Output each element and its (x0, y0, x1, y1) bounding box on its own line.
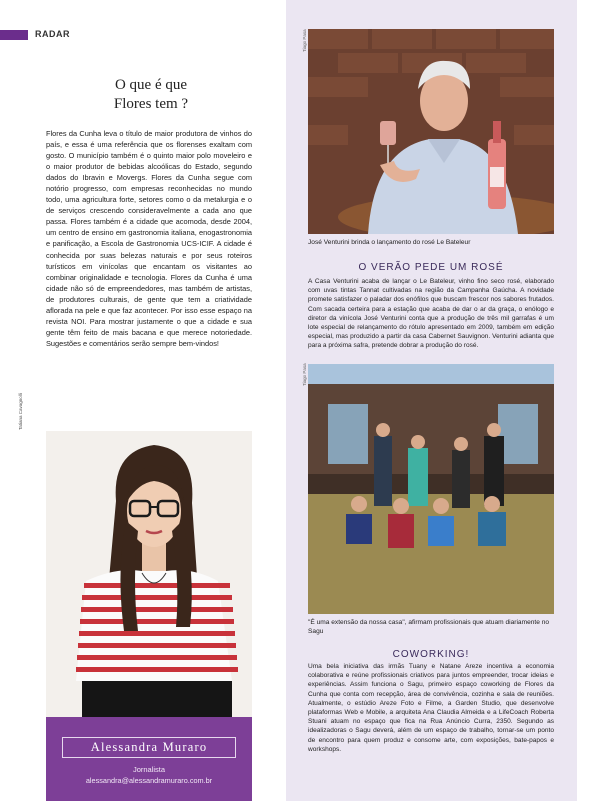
sagu-group-photo-illustration (308, 364, 554, 614)
portrait-photo-credit: Tatiana Cavagnolli (18, 393, 23, 430)
section2-title: COWORKING! (392, 649, 470, 660)
author-profile-box (46, 717, 252, 801)
author-portrait-illustration (46, 431, 252, 717)
editorial-title (60, 76, 242, 114)
photo2-caption: "É uma extensão da nossa casa", afirmam profissionais que atuam diariamente no Sagu (308, 619, 550, 635)
author-email[interactable]: alessandra@alessandramuraro.com.br (85, 776, 213, 785)
section2-text: Uma bela iniciativa das irmãs Tuany e Natane Areze incentiva a economia colaborativa e reúne profissionais criativos para juntos empreender, trocar ideias e experiências. Assim funciona o Sagu, primeiro espaço coworking de Flores da Cunha que conta com recepção, área de convivência, cozinha e sala de reuniões. Atualmente, o estúdio Areze Foto e Filme, a Garden Studio, que desenvolve plataformas Web e Mobile, a arquiteta Ana Claudia Almeida e a LifeCoach Roberta Stuani atuam no espaço que fica na Rua Anúncio Curra, 2350. Segundo as idealizadoras o Sagu deverá, além de um espaço de trabalho, tornar-se um ponto de encontro para quem produz e consome arte, com exposições, bate-papos e workshops. (308, 663, 554, 753)
section1-title: O VERÃO PEDE UM ROSÉ (358, 262, 504, 273)
author-portrait-photo (46, 431, 252, 717)
photo2-credit: Tiago Pasa (302, 363, 307, 386)
editorial-title-line-2: Flores tem ? (113, 96, 189, 112)
author-role: Jornalista (132, 765, 166, 774)
author-name: Alessandra Muraro (62, 737, 236, 758)
editorial-body: Flores da Cunha leva o título de maior produtora de vinhos do país, e essa é uma referência que os florenses exaltam com gosto. O município também é o quinto maior polo moveleiro e o maior produtor de bebidas alcoólicas do Estado, segundo dados do Ibravin e Movergs. Flores da Cunha segue com notório progresso, com empresas reconhecidas no mundo todo, uma agricultura forte, setores como o da metalurgia e o de serviços crescendo consideravelmente a cada ano que passa. Flores também é a cidade que acomoda, desde 2004, um centro de ensino em gastronomia italiana, enogastronomia e panificação, a Escola de Gastronomia UCS-ICIF. A cidade é conhecida por suas belezas naturais e por seus roteiros turísticos em vinícolas que encantam os visitantes ao combinar originalidade e tecnologia. Flores da Cunha é uma cidade não só de empreendedores, mas também de artistas, de produtores culturais, de gente que tem a criatividade aflorada na pele e que faz acontecer. Por isso esse espaço na revista NOI. Para mostrar justamente o que a cidade e sua gente têm feito de mais bacana e que merece notoriedade. Sugestões e comentários serão sempre bem-vindos! (46, 129, 252, 348)
section-accent-bar (0, 30, 28, 40)
section-label: RADAR (35, 29, 70, 39)
venturini-photo (308, 29, 554, 234)
venturini-photo-illustration (308, 29, 554, 234)
sagu-group-photo (308, 364, 554, 614)
photo1-caption: José Venturini brinda o lançamento do rosé Le Bateleur (308, 239, 471, 246)
editorial-title-line-1: O que é que (114, 77, 188, 93)
photo1-credit: Tiago Pasa (302, 29, 307, 52)
section1-text: A Casa Venturini acaba de lançar o Le Bateleur, vinho fino seco rosé, elaborado com uvas tintas Tannat cultivadas na região da Campanha Gaúcha. A novidade promete satisfazer o paladar dos enófilos que buscam frescor nos sabores frutados. Com sacada certeira para a estação que acaba de dar o ar da graça, o enólogo e diretor da vinícola José Venturini conta que a produção de três mil garrafas é um lote especial de relançamento do rótulo apresentado em 2009, também em edição especial, mas produzido a partir da casa Cabernet Sauvignon. Venturini adianta que para a próxima safra, pretende dobrar a produção do rosé. (308, 278, 554, 350)
